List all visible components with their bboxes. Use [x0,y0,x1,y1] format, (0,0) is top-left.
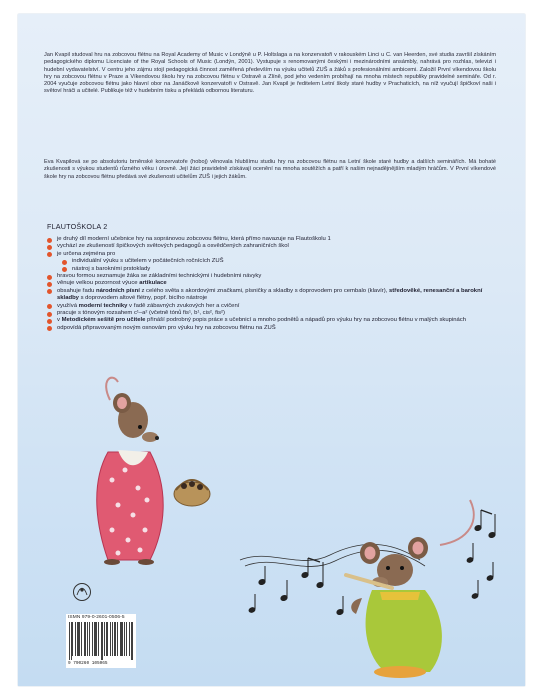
barcode-bar [92,622,93,656]
barcode-bar [102,622,103,660]
barcode-bar [85,622,86,656]
barcode-bar [104,622,105,656]
barcode-icon [69,622,133,660]
barcode-bar [81,622,82,656]
feature-text: individuální výuku s učitelem v počátečních ročnících ZUŠ [72,258,224,265]
barcode-bar [129,622,130,656]
barcode-bar [126,622,127,656]
section-title: FLAUTOŠKOLA 2 [47,222,108,231]
barcode-bar [112,622,113,656]
feature-text: věnuje velkou pozornost výuce [57,280,140,287]
barcode-bar [89,622,90,656]
feature-text: přináší podrobný popis práce s učebnicí a mnoho podnětů a nápadů pro výuku hry na zobcovou flétnu v malých skupinách [145,317,466,324]
bio-paragraph: Jan Kvapil studoval hru na zobcovou flétnu na Royal Academy of Music v Londýně u P. Holtslaga a na konzervatoři v rakouském Linci u C. van Heerden, své studia završil získáním pedagogického diplomu Licenciate of the Royal Schools of Music (Londýn, 2001). Vystupuje s renomovanými českými i mezinárodními ansámbly, nahrává pro rozhlas, televizi i hudební vydavatelství. V centru jeho zájmu stojí pedagogická činnost zaměřená především na výuku učitelů ZUŠ a žáků s profesionálními ambicemi. Založil První víkendovou školu hry na zobcovou flétnu v Praze a Víkendovou školu hry na zobcovou flétnu v Ostravě a Zlíně, pod jeho vedením probíhají na mnoha místech republiky pravidelné semináře. Od r. 2004 vyučuje zobcovou flétnu jako hlavní obor na Janáčkově konzervatoři v Ostravě. Jan Kvapil je ředitelem Letní školy staré hudby v Prachaticích, na níž vyučují špičkoví naši i světoví hráči a učitelé. Publikuje též v hudebním tisku a překládá odbornou literaturu. [44,52,496,95]
barcode-bar [78,622,79,656]
feature-emphasis: středověké, renesanční a barokní skladby [57,287,483,302]
barcode-bar [75,622,76,656]
feature-emphasis: národních písní [95,287,140,294]
barcode-bar [106,622,107,656]
feature-emphasis: Metodickém sešitě pro učitele [61,317,146,324]
bio-paragraph: Eva Kvapilová se po absolutoriu brněnské konzervatoře (hoboj) věnovala hlubšímu studiu hry na zobcovou flétnu na Letní škole staré hudby a dalších seminářích. Má bohaté zkušenosti s výukou studentů různého věku i úrovně. Její žáci pravidelně získávají ocenění na mnoha soutěžích a patří k našim nejnadějnějším mladým hráčům. V První víkendové škole hry na zobcovou flétnu předává své zkušenosti učitelům ZUŠ i jejich žákům. [44,159,496,180]
barcode-bar [84,622,85,656]
barcode-bar [124,622,125,656]
barcode-bar [95,622,96,656]
feature-emphasis: moderní techniky [78,302,128,309]
barcode-bar [120,622,121,656]
barcode-bar [87,622,88,656]
feature-text: využívá [57,302,79,309]
feature-text: v řadě zábavných zvukových her a cvičení [127,302,240,309]
feature-text: s doprovodem altové flétny, popř. bicího nástroje [78,295,208,302]
barcode-bar [121,622,122,656]
mouse-playing-flute-illustration [346,500,474,678]
feature-text: je určena zejména pro [57,250,116,257]
feature-text: je druhý díl moderní učebnice hry na sopránovou zobcovou flétnu, která přímo navazuje na Flautoškolu 1 [57,236,331,242]
barcode-bar [98,622,99,656]
feature-text: pracuje s tónovým rozsahem c¹–a² (včetně tónů fis¹, b¹, cis², fis²) [57,310,225,317]
isbn-number: ISMN 979-0-2601-0506-5 [68,615,125,620]
barcode-bar [79,622,80,656]
feature-text: z celého světa s akordovými značkami, písničky a skladby s doprovodem pro cembalo (klavír), [139,287,389,294]
barcode-digits: 9 790260 105065 [68,661,108,666]
barcode-bar [131,622,132,660]
barcode-label [66,614,136,668]
barcode-bar [132,622,133,660]
barcode-bar [96,622,97,656]
barcode-bar [117,622,118,656]
feature-text: hravou formou seznamuje žáka se základními technickými i hudebními návyky [57,273,262,280]
feature-text: vychází ze zkušeností špičkových světových pedagogů a osvědčených zahraničních škol [57,243,289,250]
barcode-bar [115,622,116,656]
feature-emphasis: artikulace [139,280,167,287]
barcode-bar [110,622,111,656]
barcode-bar [72,622,73,656]
barcode-bar [94,622,95,656]
barcode-bar [69,622,70,660]
feature-text: odpovídá připravovaným novým osnovám pro výuku hry na zobcovou flétnu na ZUŠ [57,324,276,331]
barcode-bar [77,622,78,656]
feature-text: v [57,317,62,324]
barcode-bar [107,622,108,656]
publisher-logo-icon [72,580,92,604]
mouse-with-basket-illustration [97,378,210,565]
barcode-bar [101,622,102,660]
barcode-bar [114,622,115,656]
barcode-bar [122,622,123,656]
feature-text: obsahuje řadu [57,287,96,294]
feature-text: nástroj s barokními prstoklady [72,265,151,272]
barcode-bar [71,622,72,660]
